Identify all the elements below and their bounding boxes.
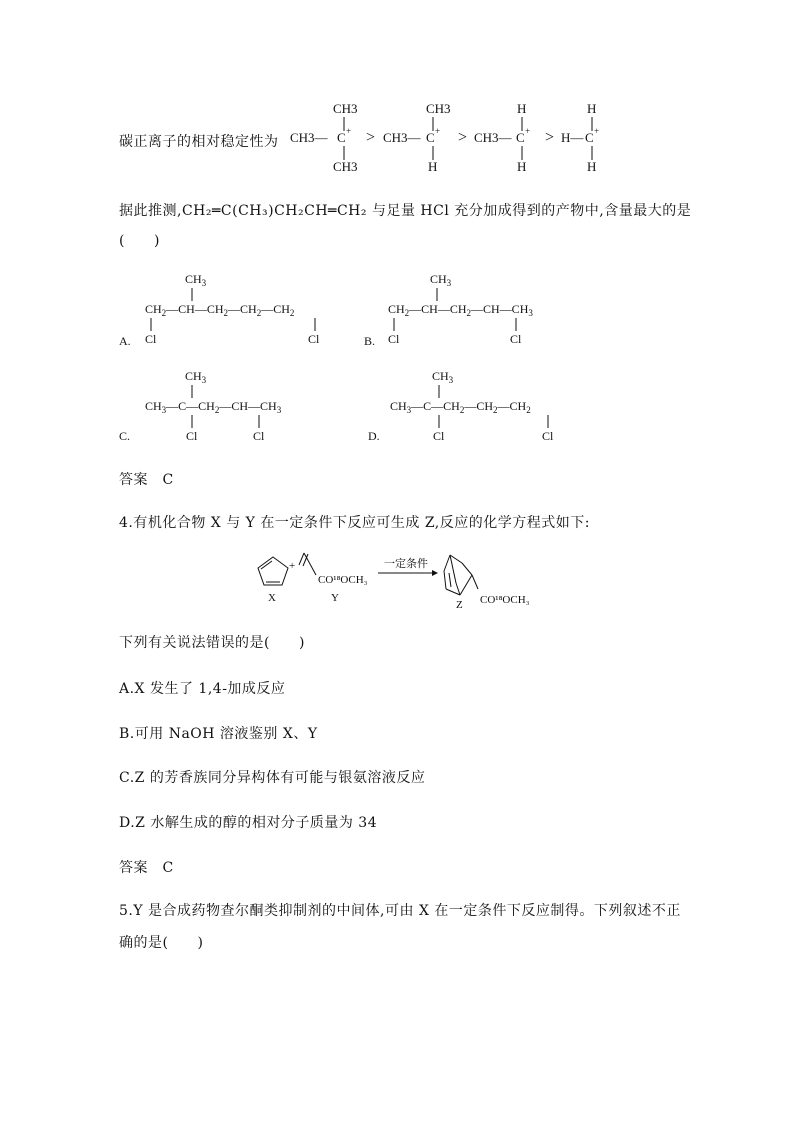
svg-text:Cl: Cl — [145, 332, 157, 346]
svg-text:Cl: Cl — [253, 429, 265, 443]
option-b-structure — [364, 272, 533, 348]
c3-bottom: H — [517, 159, 527, 174]
q4-option-d: D.Z 水解生成的醇的相对分子质量为 34 — [119, 815, 378, 831]
q4-option-c: C.Z 的芳香族同分异构体有可能与银氨溶液反应 — [119, 770, 426, 786]
c1-center: C — [337, 130, 346, 145]
svg-text:CH3: $CH_3$ — [432, 369, 454, 385]
svg-text:Cl: Cl — [308, 332, 320, 346]
q4-stem: 4.有机化合物 X 与 Y 在一定条件下反应可生成 Z,反应的化学方程式如下: — [119, 515, 590, 531]
c2-charge: + — [435, 126, 441, 136]
c1-bottom: CH3 — [333, 159, 358, 174]
reaction-condition: 一定条件 — [384, 558, 428, 570]
y-group: CO¹⁸OCH₃ — [318, 574, 368, 586]
svg-text:Cl: Cl — [510, 332, 522, 346]
c1-top: CH3 — [333, 101, 358, 116]
gt-3: > — [545, 129, 555, 146]
c2-bottom: H — [428, 159, 438, 174]
c2-left: CH3— — [383, 130, 421, 145]
svg-text:Cl: Cl — [388, 332, 400, 346]
c3-left: CH3— — [474, 130, 512, 145]
q3-answer: 答案 C — [119, 472, 174, 488]
gt-1: > — [366, 129, 376, 146]
svg-text:CH3—C—CH2—CH2—CH2: $CH_3—C—CH_2—CH_2—CH_2$ — [390, 399, 531, 415]
svg-text:CH2—CH—CH2—CH2—CH2: $CH_2—CH—CH_2—CH_2—CH_2$ — [145, 302, 295, 318]
svg-text:CH3: $CH_3$ — [185, 369, 207, 385]
q4-option-a: A.X 发生了 1,4-加成反应 — [119, 681, 286, 697]
q4-option-b: B.可用 NaOH 溶液鉴别 X、Y — [119, 726, 318, 742]
q3-stem-line1: 据此推测,CH₂═C(CH₃)CH₂CH═CH₂ 与足量 HCl 充分加成得到的产物中,含量最大的是 — [119, 203, 692, 219]
carbocation-tertiary — [290, 101, 358, 174]
svg-text:Cl: Cl — [186, 429, 198, 443]
c3-top: H — [517, 101, 527, 116]
c3-charge: + — [525, 126, 531, 136]
c4-top: H — [587, 101, 597, 116]
svg-text:CH3—C—CH2—CH—CH3: $CH_3—C—CH_2—CH—CH_3$ — [145, 399, 282, 415]
option-c-structure — [119, 369, 282, 443]
gt-2: > — [458, 129, 468, 146]
z-group: CO¹⁸OCH₃ — [480, 594, 530, 606]
c1-charge: + — [346, 126, 352, 136]
carbocation-series — [0, 0, 794, 200]
q3-option-structures — [0, 265, 794, 465]
carbocation-secondary — [383, 101, 451, 174]
c2-center: C — [426, 130, 435, 145]
molecule-x — [258, 557, 288, 585]
molecule-z — [444, 555, 478, 595]
q3-stem-line2: ( ) — [119, 233, 160, 249]
label-z: Z — [456, 599, 463, 611]
carbocation-methyl — [561, 101, 599, 174]
q4-question: 下列有关说法错误的是( ) — [119, 635, 305, 651]
svg-text:Cl: Cl — [433, 429, 445, 443]
option-a-structure — [119, 272, 320, 348]
c4-charge: + — [594, 126, 600, 136]
q4-reaction-scheme — [0, 545, 794, 615]
stability-intro: 碳正离子的相对稳定性为 — [119, 134, 279, 150]
label-y: Y — [331, 592, 339, 604]
label-x: X — [268, 592, 276, 604]
q5-stem-line2: 确的是( ) — [119, 935, 204, 951]
c4-left: H— — [561, 130, 584, 145]
option-a-letter: A. — [119, 334, 131, 348]
c4-center: C — [585, 130, 594, 145]
svg-text:Cl: Cl — [542, 429, 554, 443]
carbocation-primary — [474, 101, 530, 174]
c1-left: CH3— — [290, 130, 328, 145]
option-d-letter: D. — [368, 429, 380, 443]
option-d-structure — [368, 369, 554, 443]
c3-center: C — [516, 130, 525, 145]
q5-stem-line1: 5.Y 是合成药物查尔酮类抑制剂的中间体,可由 X 在一定条件下反应制得。下列叙述不正 — [119, 903, 681, 919]
c2-top: CH3 — [426, 101, 451, 116]
option-c-letter: C. — [119, 429, 131, 443]
plus-sign: + — [289, 560, 296, 572]
molecule-y — [299, 553, 316, 575]
q4-answer: 答案 C — [119, 860, 174, 876]
option-b-letter: B. — [364, 334, 376, 348]
svg-text:CH2—CH—CH2—CH—CH3: $CH_2—CH—CH_2—CH—CH_3$ — [388, 302, 533, 318]
c4-bottom: H — [587, 159, 597, 174]
svg-text:CH3: $CH_3$ — [185, 272, 207, 288]
svg-text:CH3: $CH_3$ — [430, 272, 452, 288]
